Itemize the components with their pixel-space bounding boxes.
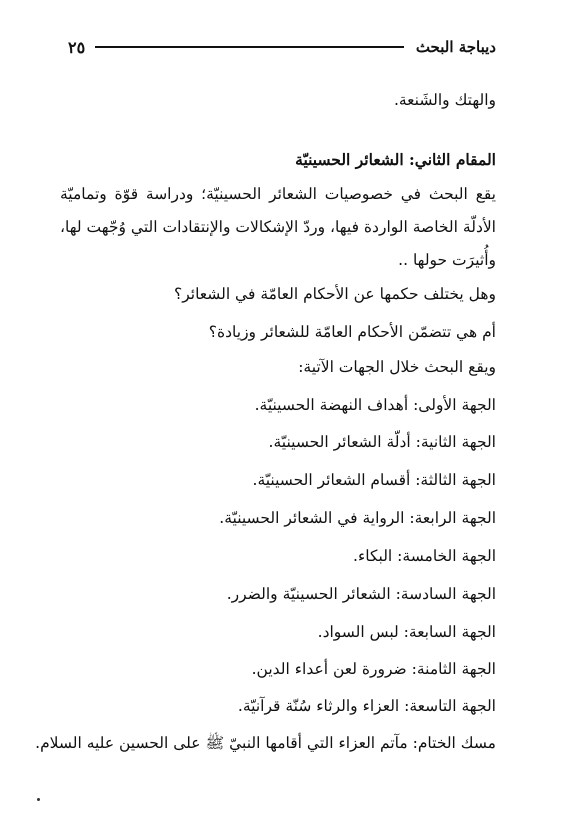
aspect-7: الجهة السابعة: لبس السواد. bbox=[317, 623, 496, 641]
intro-line-3: وأُثيرَت حولها .. bbox=[398, 251, 496, 269]
question-1: وهل يختلف حكمها عن الأحكام العامّة في الشعائر؟ bbox=[173, 285, 496, 303]
scan-speck bbox=[37, 798, 40, 801]
aspect-8: الجهة الثامنة: ضرورة لعن أعداء الدين. bbox=[251, 660, 496, 678]
header-title: ديباجة البحث bbox=[415, 38, 496, 56]
intro-line-2: الأدلّة الخاصة الواردة فيها، وردّ الإشكالات والإنتقادات التي وُجّهت لها، bbox=[60, 218, 496, 236]
aspect-1: الجهة الأولى: أهداف النهضة الحسينيّة. bbox=[254, 396, 496, 414]
closing-line: مسك الختام: مآتم العزاء التي أقامها النبيّ ﷺ على الحسين عليه السلام. bbox=[35, 734, 496, 752]
running-header bbox=[68, 33, 496, 61]
aspect-5: الجهة الخامسة: البكاء. bbox=[353, 547, 496, 565]
header-rule bbox=[95, 46, 404, 48]
aspect-4: الجهة الرابعة: الرواية في الشعائر الحسينيّة. bbox=[219, 509, 496, 527]
aspects-intro: ويقع البحث خلال الجهات الآتية: bbox=[298, 358, 496, 376]
section-heading: المقام الثاني: الشعائر الحسينيّة bbox=[295, 150, 496, 169]
aspect-3: الجهة الثالثة: أقسام الشعائر الحسينيّة. bbox=[252, 471, 496, 489]
question-2: أم هي تتضمّن الأحكام العامّة للشعائر وزيادة؟ bbox=[208, 323, 496, 341]
intro-line-1: يقع البحث في خصوصيات الشعائر الحسينيّة؛ ودراسة قوّة وتماميّة bbox=[60, 185, 496, 203]
aspect-9: الجهة التاسعة: العزاء والرثاء سُنّة قرآنيّة. bbox=[237, 697, 496, 715]
aspect-2: الجهة الثانية: أدلّة الشعائر الحسينيّة. bbox=[268, 433, 496, 451]
continuation-text: والهتك والشَنعة. bbox=[393, 91, 496, 109]
aspect-6: الجهة السادسة: الشعائر الحسينيّة والضرر. bbox=[226, 585, 496, 603]
page-number: ٢٥ bbox=[68, 37, 86, 57]
